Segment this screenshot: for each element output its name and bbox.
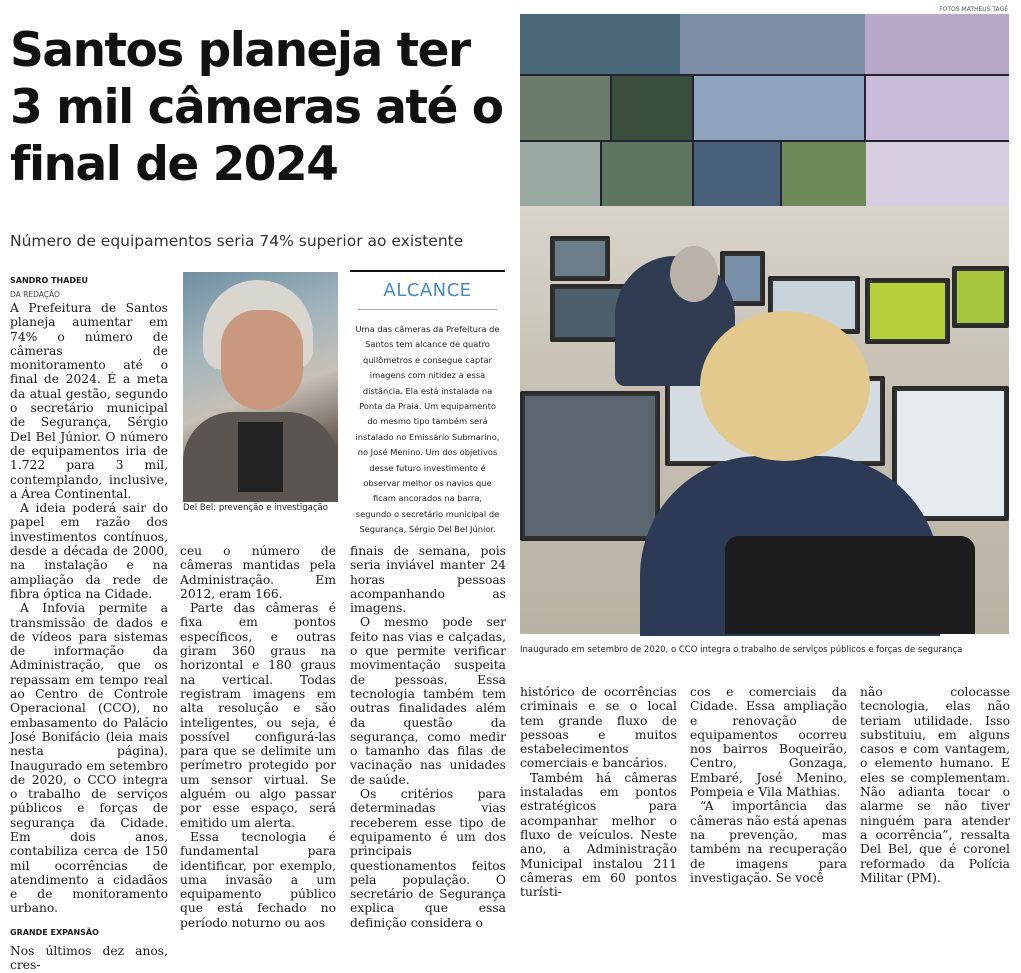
article-column-3	[350, 544, 506, 930]
paragraph: finais de semana, pois seria inviável manter 24 horas pessoas acompanhando as imagens.	[350, 544, 506, 616]
sidebar-title: ALCANCE	[383, 280, 472, 301]
subtitle: Número de equipamentos seria 74% superior ao existente	[10, 232, 464, 250]
paragraph: Os critérios para determinadas vias receberem esse tipo de equipamento é um dos principais questionamentos feitos pela população. O secretário de Segurança explica que essa definição considera o	[350, 787, 506, 930]
paragraph: não colocasse tecnologia, elas não teriam utilidade. Isso substituiu, em alguns casos e com vantagem, o elemento humano. E eles se complementam. Não adianta tocar o alarme se não tiver ninguém para atender a ocorrência”, ressalta Del Bel, que é coronel reformado da Polícia Militar (PM).	[860, 685, 1010, 885]
paragraph: “A importância das câmeras não está apenas na prevenção, mas também na recuperação de imagens para investigação. Se você	[690, 799, 847, 885]
paragraph: Parte das câmeras é fixa em pontos específicos, e outras giram 360 graus na horizontal e 180 graus na vertical. Todas registram imagens em alta resolução e são inteligentes, ou seja, é possível configurá-las para que se delimite um perímetro protegido por um sensor virtual. Se alguém ou algo passar por esse espaço, será emitido um alerta.	[180, 601, 336, 830]
portrait-photo	[183, 272, 338, 493]
paragraph: O mesmo pode ser feito nas vias e calçadas, o que permite verificar movimentação suspeita de pessoas. Essa tecnologia também tem outras finalidades além da questão da segurança, como medir o tamanho das filas de vacinação nas unidades de saúde.	[350, 615, 506, 787]
divider	[358, 309, 497, 310]
article-column-1	[10, 301, 168, 973]
paragraph: A ideia poderá sair do papel em razão dos investimentos contínuos, desde a década de 2000, na instalação e na ampliação da rede de fibra óptica na Cidade.	[10, 501, 168, 601]
paragraph: A Infovia permite a transmissão de dados e de vídeos para sistemas de informação da Administração, que os repassam em tempo real ao Centro de Controle Operacional (CCO), no embasamento do Palácio José Bonifácio (leia mais nesta página). Inaugurado em setembro de 2020, o CCO integra o trabalho de serviços públicos e forças de segurança da Cidade. Em dois anos, contabiliza cerca de 150 mil ocorrências de atendimento a cidadãos e de monitoramento urbano.	[10, 601, 168, 916]
paragraph: cos e comerciais da Cidade. Essa ampliação e renovação de equipamentos ocorreu nos bairros Boqueirão, Centro, Gonzaga, Embaré, José Menino, Pompeia e Vila Mathias.	[690, 685, 847, 800]
subheading: GRANDE EXPANSÃO	[10, 927, 99, 937]
headline: Santos planeja ter 3 mil câmeras até o final de 2024	[10, 23, 503, 192]
sidebar-box	[350, 270, 505, 538]
paragraph: histórico de ocorrências criminais e se o local tem grande fluxo de pessoas e muitos estabelecimentos comerciais e bancários.	[520, 685, 677, 771]
byline-role: DA REDAÇÃO	[10, 290, 60, 299]
paragraph: Essa tecnologia é fundamental para identificar, por exemplo, uma invasão a um equipamento público que está fechado no período noturno ou aos	[180, 829, 336, 930]
video-wall	[520, 14, 1009, 206]
portrait-caption: Del Bel: prevenção e investigação	[183, 503, 328, 513]
article-column-2	[180, 544, 336, 930]
photo-caption: Inaugurado em setembro de 2020, o CCO integra o trabalho de serviços públicos e forças de segurança	[520, 645, 963, 655]
article-column-4	[520, 685, 677, 900]
control-room-photo	[520, 14, 1009, 634]
operators-area	[520, 206, 1009, 634]
sidebar-text: Uma das câmeras da Prefeitura de Santos tem alcance de quatro quilômetros e consegue captar imagens com nitidez a essa distância. Ela está instalada na Ponta da Praia. Um equipamento do mesmo tipo também será instalado no Emissário Submarino, no José Menino. Um dos objetivos desse futuro investimento é observar melhor os navios que ficam ancorados na barra, segundo o secretário municipal de Segurança, Sérgio Del Bel Júnior.	[355, 324, 500, 535]
paragraph: Nos últimos dez anos, cres-	[10, 944, 168, 973]
paragraph: A Prefeitura de Santos planeja aumentar em 74% o número de câmeras de monitoramento até o final de 2024. É a meta da atual gestão, segundo o secretário municipal de Segurança, Sérgio Del Bel Júnior. O número de equipamentos iria de 1.722 para 3 mil, contemplando, inclusive, a Área Continental.	[10, 301, 168, 501]
photo-credit: FOTOS MATHEUS TAGÉ	[939, 6, 1008, 13]
byline: SANDRO THADEU	[10, 276, 88, 285]
article-column-6	[860, 685, 1010, 885]
article-column-5	[690, 685, 847, 885]
paragraph: ceu o número de câmeras mantidas pela Administração. Em 2012, eram 166.	[180, 544, 336, 601]
paragraph: Também há câmeras instaladas em pontos estratégicos para acompanhar melhor o fluxo de veículos. Neste ano, a Administração Municipal instalou 211 câmeras em 60 pontos turísti-	[520, 770, 677, 900]
